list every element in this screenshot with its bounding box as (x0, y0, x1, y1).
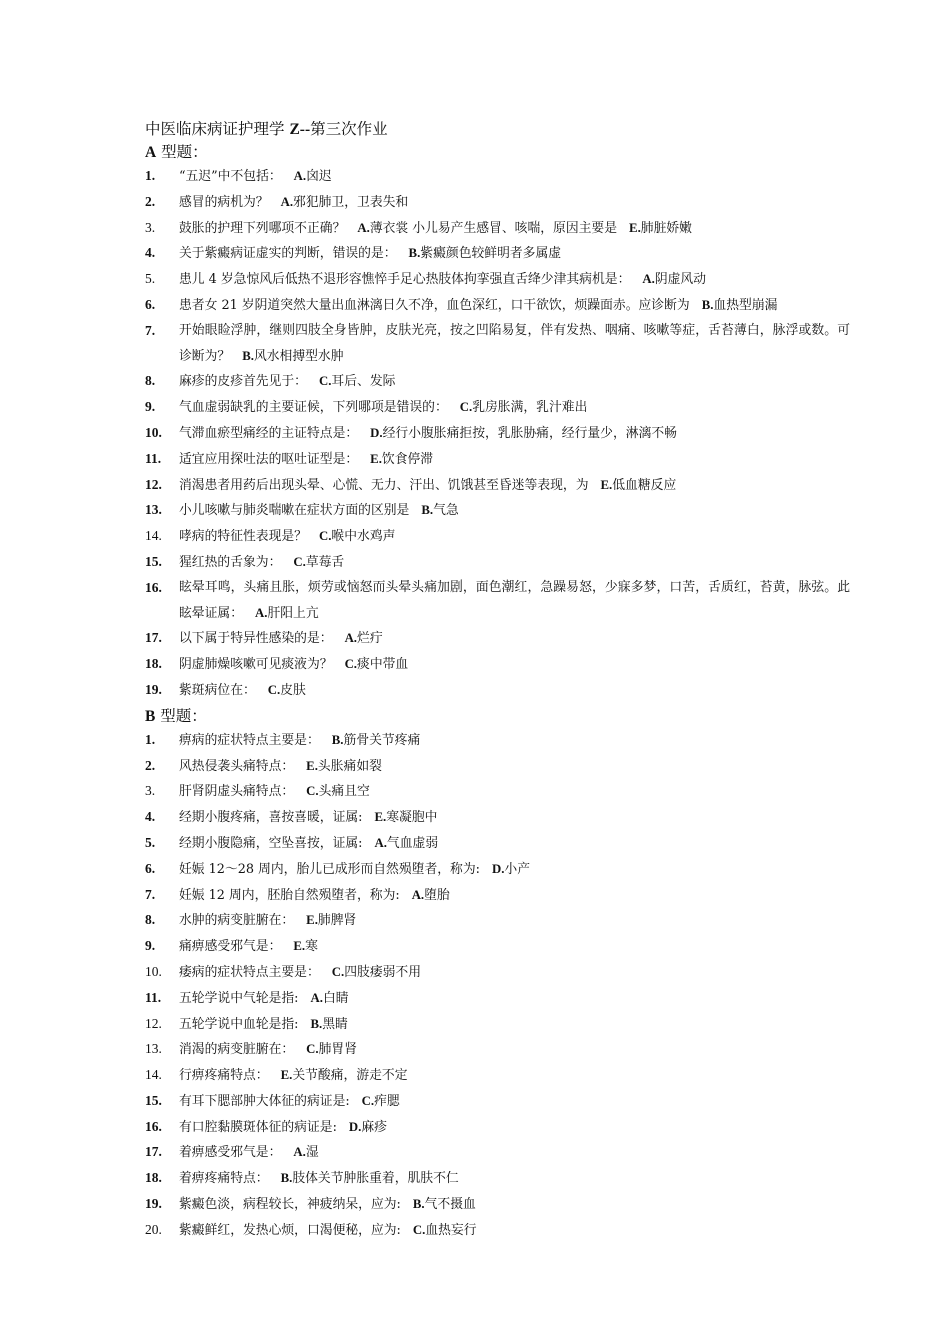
answer (421, 503, 458, 518)
answer (332, 965, 421, 980)
answer-text: 肢体关节肿胀重着，肌肤不仁 (292, 1171, 459, 1187)
answer-letter: A. (293, 169, 307, 183)
question-text: 紫癜鲜红，发热心烦，口渴便秘，应为: (179, 1222, 401, 1238)
question-text: 气滞血瘀型痛经的主证特点是： (179, 425, 359, 441)
question-text: 猩红热的舌象为： (179, 554, 282, 570)
answer (306, 913, 356, 928)
answer-letter: C. (306, 784, 319, 799)
answer-letter: E. (600, 477, 613, 492)
question-item (145, 164, 850, 190)
question-text: 经期小腹隐痛，空坠喜按，证属: (179, 835, 363, 851)
question-sections (145, 140, 850, 1244)
answer (374, 810, 437, 825)
answer-text: 血热型崩漏 (713, 297, 778, 313)
question-body (179, 908, 850, 934)
question-number: 19. (145, 1196, 162, 1212)
question-body (179, 473, 850, 499)
question-item (145, 216, 850, 242)
question-body (179, 498, 850, 524)
question-body (179, 447, 850, 473)
question-text: 紫斑病位在： (179, 682, 256, 698)
question-item (145, 498, 850, 524)
question-text: 着痹疼痛特点： (179, 1171, 269, 1187)
answer-letter: A. (310, 990, 323, 1005)
question-text: 水肿的病变脏腑在： (179, 913, 295, 929)
question-item (145, 754, 850, 780)
question-item (145, 779, 850, 805)
title-code: Z-- (289, 121, 311, 138)
answer-text: 低血糖反应 (612, 477, 677, 493)
question-number: 5. (145, 271, 156, 287)
answer-text: 囟迟 (306, 169, 332, 184)
answer-letter: B. (280, 1171, 293, 1186)
question-item (145, 1089, 850, 1115)
answer (370, 426, 677, 441)
question-body (179, 857, 850, 883)
answer-text: 风水相搏型水肿 (253, 348, 344, 364)
question-item (145, 1140, 850, 1166)
answer-letter: C. (318, 374, 332, 389)
answer-letter: E. (306, 758, 318, 773)
answer-letter: E. (306, 913, 318, 928)
question-number: 13. (145, 1041, 162, 1057)
question-text: 哮病的特征性表现是？ (179, 529, 307, 545)
section-heading (145, 140, 850, 164)
question-text: 感冒的病机为？ (179, 194, 269, 210)
answer-text: 经行小腹胀痛拒按，乳胀胁痛，经行量少，淋漓不畅 (382, 425, 677, 441)
answer-letter: C. (412, 1222, 426, 1237)
answer-text: 阴虚风动 (654, 272, 707, 288)
answer-text: 皮肤 (280, 682, 306, 698)
question-body (179, 1012, 850, 1038)
question-body (179, 293, 850, 319)
question-number: 10. (145, 424, 162, 440)
question-body (179, 267, 850, 293)
question-item (145, 857, 850, 883)
question-number: 10. (145, 963, 162, 979)
answer (319, 529, 395, 544)
question-number: 2. (145, 757, 156, 773)
question-item (145, 293, 850, 319)
answer-letter: C. (361, 1093, 375, 1108)
question-body (179, 831, 850, 857)
answer-text: 肺脏娇嫩 (640, 220, 692, 236)
answer-text: 耳后、发际 (331, 374, 396, 390)
answer (281, 1171, 459, 1186)
question-body (179, 1037, 850, 1063)
answer (409, 246, 562, 261)
answer-text: 肝阳上亢 (267, 605, 319, 621)
question-number: 14. (145, 1067, 162, 1083)
question-number: 14. (145, 528, 162, 544)
question-body (179, 395, 850, 421)
answer (306, 759, 382, 774)
question-item (145, 1115, 850, 1141)
question-body (179, 754, 850, 780)
answer-text: 筋骨关节疼痛 (343, 732, 421, 748)
answer (601, 478, 677, 493)
answer-letter: A. (280, 194, 294, 209)
section-type-letter: A (145, 144, 157, 161)
question-text: 行痹疼痛特点： (179, 1068, 269, 1084)
section-heading-text: 型题： (155, 706, 207, 725)
question-number: 6. (145, 860, 156, 876)
answer (345, 657, 409, 672)
question-item (145, 678, 850, 704)
question-item (145, 447, 850, 473)
question-text: 关于紫癜病证虚实的判断，错误的是： (179, 246, 397, 262)
question-number: 3. (145, 219, 156, 235)
answer (332, 733, 421, 748)
answer (319, 374, 395, 389)
question-item (145, 319, 850, 370)
question-item (145, 986, 850, 1012)
question-body (179, 421, 850, 447)
answer-letter: E. (374, 810, 387, 825)
answer-letter: E. (280, 1068, 293, 1083)
question-text: 眩晕耳鸣，头痛且胀，烦劳或恼怒而头晕头痛加剧，面色潮红，急躁易怒，少寐多梦，口苦，舌质红，苔黄，脉弦。此眩晕证属： (179, 579, 850, 621)
question-number: 8. (145, 912, 156, 928)
question-number: 16. (145, 579, 162, 595)
question-body (179, 1115, 850, 1141)
question-item (145, 908, 850, 934)
title-pre: 中医临床病证护理学 (145, 120, 290, 138)
question-body (179, 986, 850, 1012)
question-text: 五轮学说中血轮是指: (179, 1016, 299, 1032)
question-number: 13. (145, 502, 162, 518)
question-body (179, 369, 850, 395)
question-text: 气血虚弱缺乳的主要证候，下列哪项是错误的： (179, 400, 448, 416)
question-body (179, 190, 850, 216)
question-item (145, 1037, 850, 1063)
answer-letter: E. (370, 451, 382, 466)
answer (492, 862, 530, 877)
answer-letter: B. (310, 1016, 323, 1031)
answer-text: 气血虚弱 (386, 835, 439, 851)
answer-letter: C. (344, 657, 358, 672)
answer-letter: A. (357, 220, 370, 235)
answer-text: 气急 (433, 503, 459, 519)
answer-text: 肺胃肾 (318, 1042, 358, 1058)
answer (310, 1017, 347, 1032)
answer (413, 1197, 476, 1212)
question-text: 患者女 21 岁阴道突然大量出血淋漓日久不净，血色深红，口干欲饮，烦躁面赤。应诊断为 (179, 297, 690, 313)
answer (357, 221, 617, 236)
answer-letter: C. (293, 554, 306, 569)
answer (281, 1068, 408, 1083)
answer-letter: B. (331, 732, 344, 747)
question-text: 妊娠 12 周内，胚胎自然殒堕者，称为: (179, 887, 400, 903)
question-number: 20. (145, 1221, 162, 1237)
question-text: 阴虚肺燥咳嗽可见痰液为？ (179, 657, 333, 673)
answer-text: 乳房胀满，乳汁难出 (472, 400, 588, 416)
question-item (145, 1192, 850, 1218)
question-number: 9. (145, 399, 156, 415)
answer-letter: B. (412, 1197, 425, 1212)
answer-text: 头痛且空 (318, 784, 370, 800)
answer-secondary (629, 221, 692, 236)
question-body (179, 164, 850, 190)
question-item (145, 728, 850, 754)
question-text: 麻疹的皮疹首先见于： (179, 374, 307, 390)
question-text: 适宜应用探吐法的呕吐证型是： (179, 451, 359, 467)
answer-text: 寒凝胞中 (386, 810, 438, 826)
question-body (179, 1218, 850, 1244)
question-text: 妊娠 12～28 周内，胎儿已成形而自然殒堕者，称为: (179, 861, 480, 877)
section-type-letter: B (145, 707, 156, 725)
answer (294, 169, 332, 184)
question-number: 16. (145, 1118, 162, 1134)
answer-text: 饮食停滞 (381, 451, 434, 467)
answer (702, 298, 778, 313)
answer (374, 836, 438, 851)
question-number: 18. (145, 1170, 162, 1186)
question-number: 7. (145, 322, 156, 338)
answer-text: 烂疔 (357, 631, 383, 647)
question-item (145, 626, 850, 652)
answer (370, 452, 433, 467)
question-item (145, 960, 850, 986)
answer-letter: C. (331, 964, 345, 979)
answer-text: 薄衣裳 小儿易产生感冒、咳喘，原因主要是 (369, 220, 618, 236)
question-text: 消渴的病变脏腑在： (179, 1042, 295, 1058)
question-body (179, 1166, 850, 1192)
question-text: “五迟”中不包括： (179, 169, 282, 184)
question-number: 1. (145, 731, 156, 747)
question-item (145, 395, 850, 421)
question-number: 17. (145, 630, 162, 646)
question-body (179, 524, 850, 550)
answer-letter: E. (629, 220, 641, 235)
question-item (145, 421, 850, 447)
answer (412, 888, 450, 903)
question-number: 18. (145, 656, 162, 672)
answer-text: 小产 (504, 861, 530, 877)
answer-letter: C. (318, 529, 332, 544)
question-text: 以下属于特异性感染的是： (179, 631, 333, 647)
question-body (179, 728, 850, 754)
question-item (145, 652, 850, 678)
question-body (179, 550, 850, 576)
answer (345, 631, 383, 646)
answer-letter: A. (642, 272, 655, 287)
question-number: 19. (145, 681, 162, 697)
document-title (145, 118, 850, 140)
question-item (145, 576, 850, 627)
answer-letter: B. (421, 503, 434, 518)
question-number: 1. (145, 168, 156, 183)
answer (255, 606, 319, 621)
answer (293, 555, 344, 570)
question-text: 风热侵袭头痛特点： (179, 758, 295, 774)
answer-letter: C. (267, 682, 281, 697)
question-number: 6. (145, 296, 156, 312)
question-item (145, 1012, 850, 1038)
answer-text: 关节酸痛，游走不定 (292, 1068, 408, 1084)
question-text: 患儿 4 岁急惊风后低热不退形容憔悴手足心热肢体拘挛强直舌绛少津其病机是： (179, 272, 631, 288)
answer (242, 349, 343, 364)
question-item (145, 1218, 850, 1244)
answer-text: 草莓舌 (305, 554, 345, 570)
document-content (145, 118, 850, 1244)
answer-text: 痰中带血 (357, 657, 409, 673)
answer-letter: B. (242, 348, 254, 363)
question-number: 12. (145, 476, 162, 492)
answer-text: 邪犯肺卫，卫表失和 (293, 194, 409, 210)
question-number: 4. (145, 245, 156, 261)
answer (306, 1042, 357, 1057)
answer (293, 939, 318, 954)
question-number: 9. (145, 938, 156, 954)
question-body (179, 678, 850, 704)
question-body (179, 241, 850, 267)
answer (460, 400, 588, 415)
question-number: 3. (145, 783, 156, 799)
question-text: 开始眼睑浮肿，继则四肢全身皆肿，皮肤光亮，按之凹陷易复，伴有发热、咽痛、咳嗽等症，舌苔薄白，脉浮或数。可诊断为？ (179, 322, 850, 364)
question-item (145, 934, 850, 960)
answer-text: 堕胎 (424, 887, 450, 903)
answer (362, 1094, 400, 1109)
answer-letter: A. (411, 887, 425, 902)
answer-text: 寒 (305, 939, 318, 955)
answer (413, 1223, 477, 1238)
answer-text: 麻疹 (361, 1119, 387, 1135)
answer-text: 白睛 (322, 990, 349, 1006)
answer-letter: D. (491, 861, 505, 876)
question-number: 15. (145, 1092, 162, 1108)
question-item (145, 831, 850, 857)
question-text: 经期小腹疼痛，喜按喜暖，证属: (179, 810, 363, 826)
question-body (179, 576, 850, 627)
answer-letter: E. (293, 939, 306, 954)
question-body (179, 779, 850, 805)
question-item (145, 369, 850, 395)
answer (310, 991, 348, 1006)
answer (268, 683, 306, 698)
question-body (179, 934, 850, 960)
question-body (179, 216, 850, 242)
question-item (145, 190, 850, 216)
question-number: 15. (145, 553, 162, 569)
section-heading (145, 704, 850, 728)
question-item (145, 524, 850, 550)
question-item (145, 1063, 850, 1089)
question-text: 有耳下腮部肿大体征的病证是: (179, 1093, 350, 1109)
question-body (179, 1192, 850, 1218)
answer-text: 头胀痛如裂 (317, 758, 382, 774)
question-text: 五轮学说中气轮是指: (179, 990, 299, 1006)
answer-letter: A. (293, 1145, 306, 1160)
question-text: 肝肾阴虚头痛特点： (179, 784, 295, 800)
answer-letter: A. (374, 835, 387, 850)
question-number: 8. (145, 373, 156, 389)
question-item (145, 805, 850, 831)
question-item (145, 1166, 850, 1192)
section-heading-text: 型题： (156, 143, 208, 161)
answer-text: 气不摄血 (424, 1197, 476, 1213)
question-number: 5. (145, 834, 156, 850)
answer-letter: C. (306, 1042, 319, 1057)
question-text: 消渴患者用药后出现头晕、心慌、无力、汗出、饥饿甚至昏迷等表现，为 (179, 477, 589, 493)
question-number: 2. (145, 193, 156, 209)
question-number: 4. (145, 809, 156, 825)
answer-letter: B. (701, 297, 714, 312)
answer (281, 195, 409, 210)
answer-text: 湿 (305, 1145, 319, 1161)
question-number: 12. (145, 1015, 162, 1031)
question-item (145, 241, 850, 267)
answer (349, 1120, 387, 1135)
question-number: 7. (145, 886, 156, 902)
title-post: 第三次作业 (310, 120, 388, 138)
answer (642, 272, 706, 287)
answer (293, 1145, 318, 1160)
answer-letter: D. (348, 1119, 362, 1134)
question-item (145, 267, 850, 293)
question-number: 17. (145, 1144, 162, 1160)
question-body (179, 1063, 850, 1089)
answer-letter: D. (370, 425, 383, 440)
question-text: 痹病的症状特点主要是： (179, 732, 320, 748)
answer-letter: C. (459, 400, 473, 415)
question-item (145, 883, 850, 909)
answer-letter: A. (344, 631, 358, 646)
question-number: 11. (145, 989, 162, 1005)
question-item (145, 473, 850, 499)
question-text: 有口腔黏膜斑体征的病证是: (179, 1119, 337, 1135)
question-body (179, 319, 850, 370)
answer-text: 痄腮 (374, 1093, 400, 1109)
answer-text: 肺脾肾 (317, 913, 357, 929)
question-text: 鼓胀的护理下列哪项不正确？ (179, 220, 346, 236)
question-body (179, 1089, 850, 1115)
answer-letter: B. (408, 246, 421, 261)
question-number: 11. (145, 450, 162, 466)
question-text: 紫癜色淡，病程较长，神疲纳呆，应为: (179, 1197, 401, 1213)
answer-text: 紫癜颜色较鲜明者多属虚 (420, 246, 562, 262)
question-item (145, 550, 850, 576)
answer-text: 血热妄行 (425, 1222, 477, 1238)
question-text: 痛痹感受邪气是： (179, 939, 282, 955)
question-body (179, 652, 850, 678)
question-body (179, 883, 850, 909)
question-text: 痿病的症状特点主要是： (179, 964, 320, 980)
question-body (179, 626, 850, 652)
question-body (179, 805, 850, 831)
question-body (179, 1140, 850, 1166)
question-body (179, 960, 850, 986)
question-text: 小儿咳嗽与肺炎喘嗽在症状方面的区别是 (179, 503, 410, 519)
answer-text: 黑睛 (322, 1016, 348, 1032)
answer-text: 四肢痿弱不用 (344, 964, 421, 980)
answer (306, 784, 370, 799)
answer-text: 喉中水鸡声 (331, 529, 396, 545)
answer-letter: A. (254, 605, 268, 620)
question-text: 着痹感受邪气是： (179, 1145, 282, 1161)
